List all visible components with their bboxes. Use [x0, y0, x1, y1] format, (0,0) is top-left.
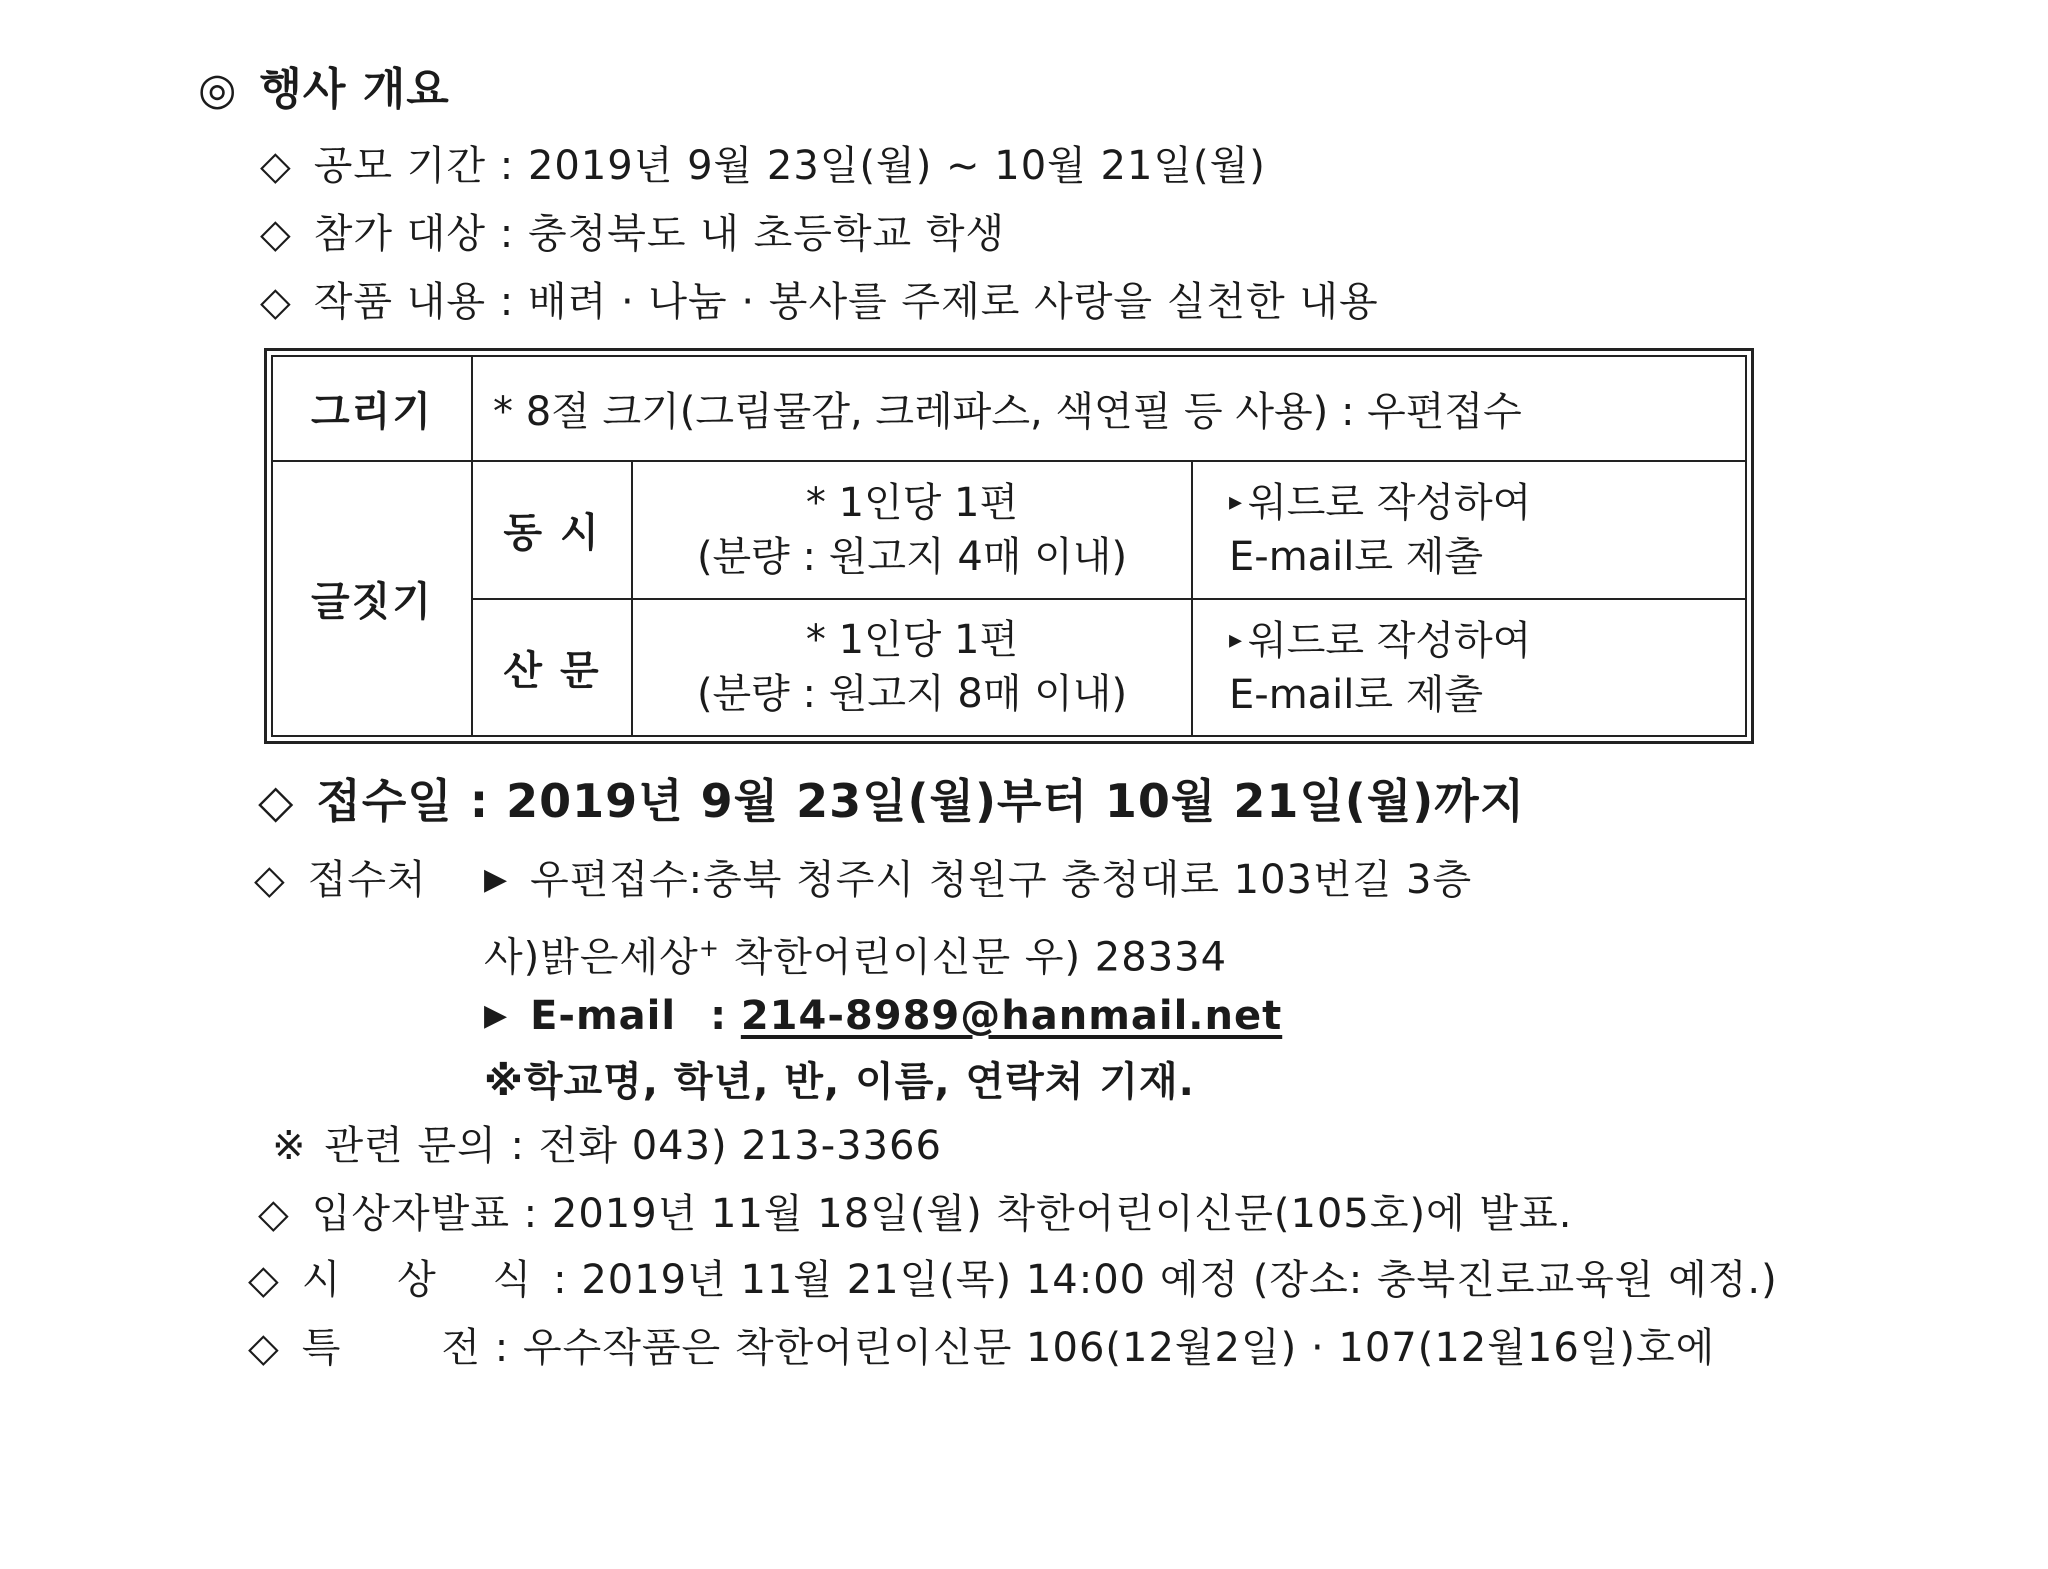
email-address-link[interactable]: 214-8989@hanmail.net [740, 993, 1283, 1039]
prose-submit [1192, 599, 1746, 736]
post-line1: 우편접수:충북 청주시 청원구 충청대로 103번길 3층 [530, 857, 1473, 903]
diamond-bullet-icon: ◇ [258, 774, 295, 828]
email-label: E-mail [530, 993, 677, 1039]
diamond-bullet-icon: ◇ [254, 857, 286, 903]
special-label-1: 특 [301, 1325, 342, 1371]
diamond-bullet-icon: ◇ [260, 211, 292, 257]
table-row-drawing [272, 356, 1746, 461]
poem-spec-line1: * 1인당 1편 [805, 479, 1019, 526]
post-address-line2 [484, 920, 1227, 985]
diamond-bullet-icon: ◇ [258, 1191, 290, 1237]
poem-submit [1192, 461, 1746, 598]
winners-value: 2019년 11월 18일(월) 착한어린이신문(105호)에 발표. [551, 1191, 1573, 1237]
play-marker-icon: ▶ [484, 998, 509, 1033]
poem-submit-line1: 워드로 작성하여 [1248, 480, 1532, 527]
drawing-desc: * 8절 크기(그림물감, 크레파스, 색연필 등 사용) : 우편접수 [472, 356, 1746, 461]
triangle-marker-icon: ▸ [1229, 487, 1243, 518]
post-line2-sup: + [698, 934, 720, 962]
poem-submit-line2: E-mail로 제출 [1229, 534, 1484, 581]
receipt-date-value: 2019년 9월 23일(월)부터 10월 21일(월)까지 [506, 774, 1526, 828]
target-value: 충청북도 내 초등학교 학생 [527, 211, 1006, 257]
double-circle-icon: ◎ [198, 64, 238, 115]
period-line: ◇ 공모 기간 : 2019년 9월 23일(월) ~ 10월 21일(월) [260, 138, 1266, 194]
play-marker-icon: ▶ [484, 862, 509, 897]
target-line: ◇ 참가 대상 : 충청북도 내 초등학교 학생 [260, 206, 1005, 262]
poem-kind: 동 시 [472, 461, 632, 598]
prose-submit-line2: E-mail로 제출 [1229, 671, 1484, 718]
prose-spec-line2: (분량 : 원고지 8매 이내) [696, 671, 1128, 718]
period-label: 공모 기간 [313, 143, 487, 189]
drawing-header: 그리기 [272, 356, 472, 461]
entry-table [264, 348, 1754, 744]
target-label: 참가 대상 [313, 211, 487, 257]
diamond-bullet-icon: ◇ [260, 279, 292, 325]
ceremony-value: 2019년 11월 21일(목) 14:00 예정 (장소: 충북진로교육원 예정.) [581, 1257, 1778, 1303]
content-value: 배려 · 나눔 · 봉사를 주제로 사랑을 실천한 내용 [527, 279, 1379, 325]
period-value: 2019년 9월 23일(월) ~ 10월 21일(월) [527, 143, 1266, 189]
diamond-bullet-icon: ◇ [260, 143, 292, 189]
post-line2-prefix: 사)밝은세상 [484, 934, 699, 981]
winners-label: 입상자발표 [311, 1191, 510, 1237]
section-title-text: 행사 개요 [259, 64, 450, 115]
special-line: ◇ 특 전 : 우수작품은 착한어린이신문 106(12월2일) · 107(12월16일)호에 [248, 1320, 1715, 1376]
receipt-place-label: 접수처 [307, 857, 427, 903]
inquiry-line: ※ 관련 문의 : 전화 043) 213-3366 [272, 1118, 942, 1174]
receipt-date-line: ◇ 접수일 : 2019년 9월 23일(월)부터 10월 21일(월)까지 [258, 770, 1525, 832]
reference-mark-icon: ※ [272, 1123, 307, 1169]
table-row-poem [272, 461, 1746, 598]
poem-spec [632, 461, 1192, 598]
triangle-marker-icon: ▸ [1229, 624, 1243, 655]
poem-spec-line2: (분량 : 원고지 4매 이내) [696, 533, 1128, 580]
inquiry-label: 관련 문의 [324, 1123, 497, 1169]
section-title [198, 62, 450, 118]
prose-spec [632, 599, 1192, 736]
prose-kind: 산 문 [472, 599, 632, 736]
prose-submit-line1: 워드로 작성하여 [1248, 617, 1532, 664]
email-line: ▶ E-mail : 214-8989@hanmail.net [484, 993, 1283, 1039]
winners-line: ◇ 입상자발표 : 2019년 11월 18일(월) 착한어린이신문(105호)에 발표. [258, 1186, 1572, 1242]
special-label-2: 전 [441, 1325, 482, 1371]
table-row-prose [272, 599, 1746, 736]
ceremony-label: 시 상 식 [301, 1257, 554, 1303]
special-value: 우수작품은 착한어린이신문 106(12월2일) · 107(12월16일)호에 [522, 1325, 1716, 1371]
post-address-line1 [484, 852, 1472, 908]
content-line: ◇ 작품 내용 : 배려 · 나눔 · 봉사를 주제로 사랑을 실천한 내용 [260, 274, 1379, 330]
diamond-bullet-icon: ◇ [248, 1325, 280, 1371]
content-label: 작품 내용 [313, 279, 487, 325]
prose-spec-line1: * 1인당 1편 [805, 617, 1019, 664]
receipt-date-label: 접수일 [316, 774, 453, 828]
diamond-bullet-icon: ◇ [248, 1257, 280, 1303]
inquiry-value: 전화 043) 213-3366 [538, 1123, 942, 1169]
email-note: ※학교명, 학년, 반, 이름, 연락처 기재. [484, 1059, 1195, 1105]
writing-header: 글짓기 [272, 461, 472, 736]
receipt-place-line [254, 852, 427, 908]
ceremony-line: ◇ 시 상 식: 2019년 11월 21일(목) 14:00 예정 (장소: 충북진로교육원 예정.) [248, 1252, 1778, 1308]
post-line2-rest: 착한어린이신문 우) 28334 [733, 934, 1228, 981]
